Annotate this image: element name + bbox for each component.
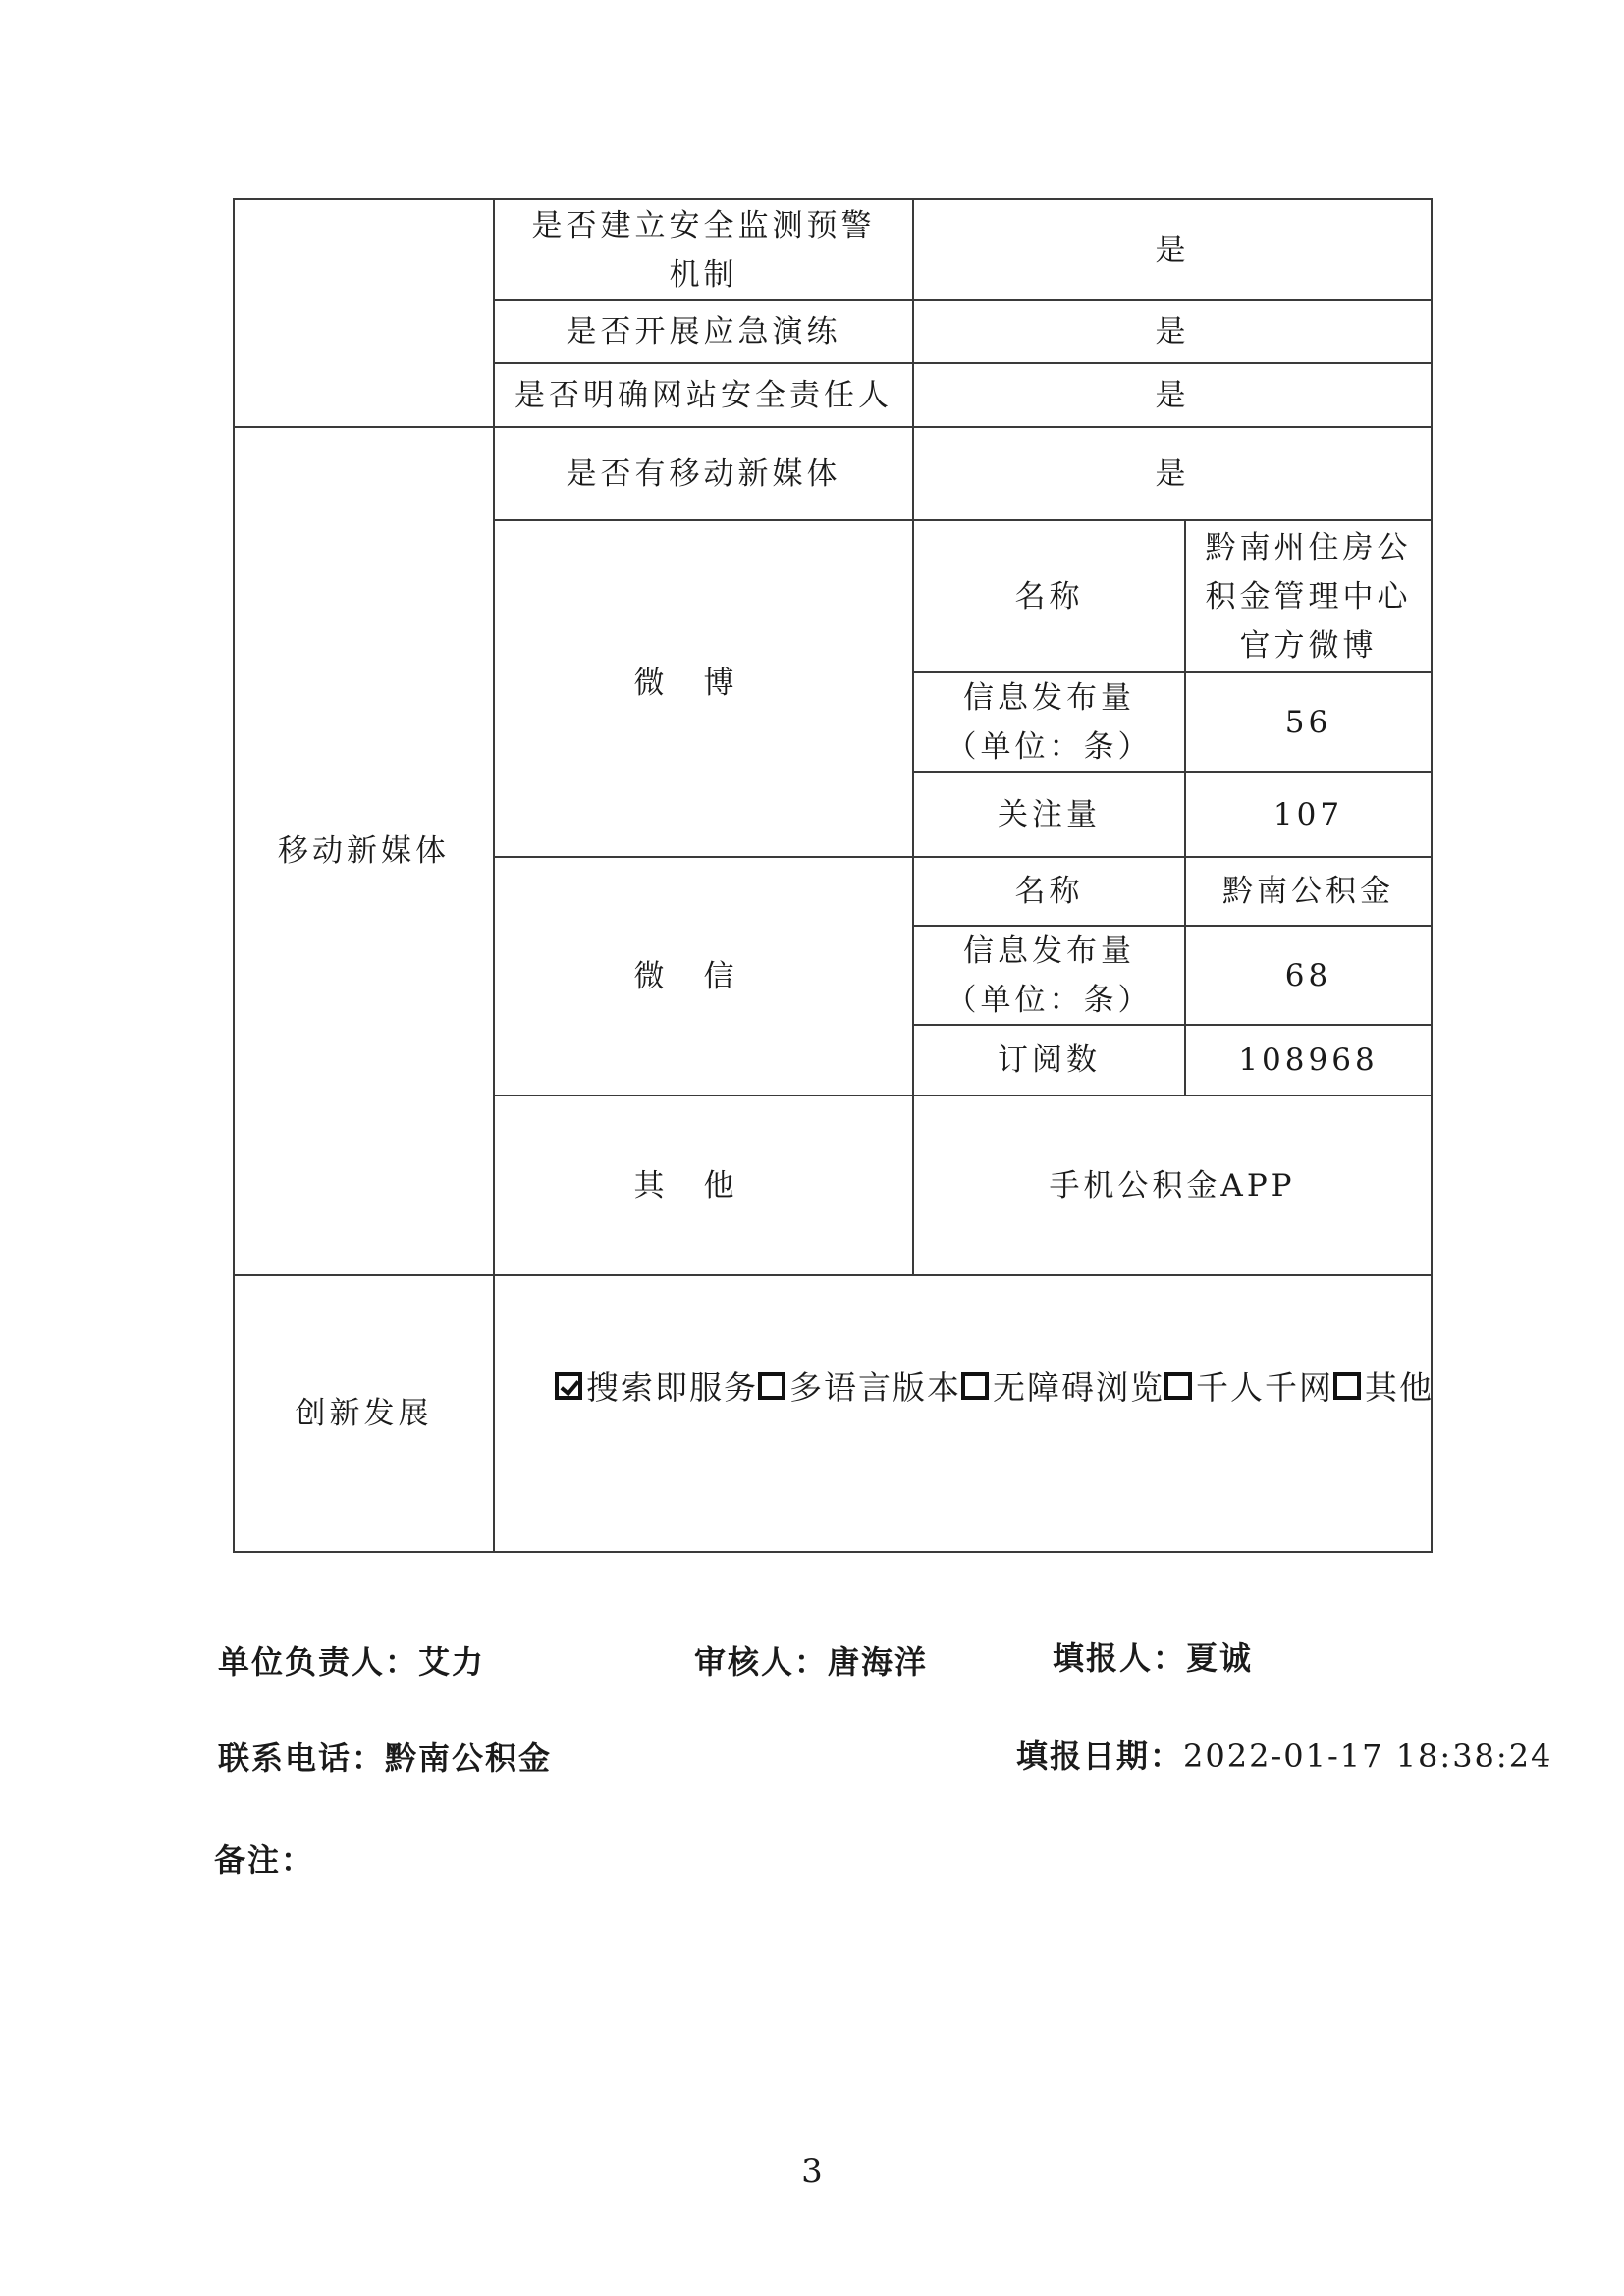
drill-value-cell <box>914 301 1431 362</box>
weibo-posts-label-line1: 信息发布量 <box>963 679 1135 716</box>
reviewer-label: 审核人： <box>694 1643 829 1681</box>
other-value-cell <box>914 1096 1431 1274</box>
unit-head-value: 艾力 <box>418 1643 486 1681</box>
drill-label: 是否开展应急演练 <box>566 314 841 349</box>
weibo-name-line1: 黔南州住房公 <box>1205 529 1412 565</box>
filler <box>1053 1633 1253 1679</box>
responsible-value-cell <box>914 364 1431 426</box>
option-search-service: 搜索即服务 <box>586 1368 758 1407</box>
mobile-media-label: 移动新媒体 <box>278 833 450 869</box>
option-personalized: 千人千网 <box>1196 1368 1333 1407</box>
page-number: 3 <box>801 2152 823 2191</box>
wechat-name-value: 黔南公积金 <box>1222 874 1394 909</box>
weibo-name-value-cell <box>1186 521 1431 671</box>
has-mobile-value: 是 <box>1155 455 1190 492</box>
weibo-name-line3: 官方微博 <box>1239 627 1378 664</box>
has-mobile-label: 是否有移动新媒体 <box>566 455 841 492</box>
wechat-label-cell <box>495 858 912 1095</box>
weibo-name-label: 名称 <box>1014 578 1084 614</box>
weibo-posts-value-cell <box>1186 673 1431 771</box>
responsible-label: 是否明确网站安全责任人 <box>514 377 893 413</box>
weibo-followers-value: 107 <box>1272 796 1344 832</box>
checkbox-icon[interactable] <box>1333 1372 1361 1400</box>
monitoring-value: 是 <box>1155 232 1190 268</box>
phone-value: 黔南公积金 <box>385 1739 553 1777</box>
weibo-posts-label-cell <box>914 673 1184 771</box>
option-multilingual: 多语言版本 <box>789 1368 961 1407</box>
weibo-followers-label: 关注量 <box>998 796 1101 832</box>
has-mobile-value-cell <box>914 428 1431 519</box>
wechat-posts-label-line1: 信息发布量 <box>963 933 1135 969</box>
phone-label: 联系电话： <box>218 1739 386 1777</box>
remarks-label: 备注： <box>214 1842 315 1879</box>
wechat-subscribers-label: 订阅数 <box>998 1042 1101 1078</box>
checkbox-icon[interactable] <box>758 1372 785 1400</box>
weibo-posts-label-line2: （单位：条） <box>946 728 1153 765</box>
monitoring-value-cell <box>914 200 1431 299</box>
option-other: 其他 <box>1365 1368 1434 1407</box>
other-value: 手机公积金APP <box>1049 1167 1296 1203</box>
date-value: 2022-01-17 18:38:24 <box>1183 1737 1553 1775</box>
filler-label: 填报人： <box>1053 1639 1187 1677</box>
filler-value: 夏诚 <box>1186 1639 1254 1677</box>
fill-date <box>1016 1732 1552 1777</box>
weibo-posts-value: 56 <box>1284 704 1332 740</box>
monitoring-label-cell <box>495 200 912 299</box>
innovation-label: 创新发展 <box>295 1396 433 1431</box>
wechat-subscribers-label-cell <box>914 1026 1184 1095</box>
weibo-label: 微博 <box>633 666 774 701</box>
mobile-media-section-label <box>235 428 493 1274</box>
monitoring-label-line1: 是否建立安全监测预警 <box>531 207 876 243</box>
checkbox-icon[interactable] <box>1164 1372 1192 1400</box>
weibo-label-cell <box>495 521 912 856</box>
wechat-name-value-cell <box>1186 858 1431 925</box>
wechat-label: 微信 <box>633 958 774 994</box>
option-accessibility: 无障碍浏览 <box>993 1368 1164 1407</box>
unit-head <box>218 1637 485 1682</box>
table-line <box>1431 198 1433 1553</box>
wechat-name-label-cell <box>914 858 1184 925</box>
remarks <box>214 1836 314 1881</box>
responsible-value: 是 <box>1155 377 1190 413</box>
date-label: 填报日期： <box>1016 1737 1184 1775</box>
wechat-posts-value: 68 <box>1284 957 1332 993</box>
reviewer <box>694 1637 928 1682</box>
weibo-name-line2: 积金管理中心 <box>1205 578 1412 614</box>
innovation-options <box>555 1362 1434 1409</box>
drill-label-cell <box>495 301 912 362</box>
checkbox-icon[interactable] <box>961 1372 989 1400</box>
innovation-section-label <box>235 1276 493 1551</box>
wechat-subscribers-value-cell <box>1186 1026 1431 1095</box>
weibo-name-label-cell <box>914 521 1184 671</box>
monitoring-label-line2: 机制 <box>669 256 738 293</box>
other-label-cell <box>495 1096 912 1274</box>
wechat-posts-label-line2: （单位：条） <box>946 982 1153 1018</box>
checkbox-checked-icon[interactable] <box>555 1372 582 1400</box>
weibo-followers-label-cell <box>914 773 1184 856</box>
responsible-label-cell <box>495 364 912 426</box>
contact-phone <box>218 1734 552 1779</box>
other-label: 其他 <box>633 1167 774 1203</box>
weibo-followers-value-cell <box>1186 773 1431 856</box>
unit-head-label: 单位负责人： <box>218 1643 419 1681</box>
wechat-subscribers-value: 108968 <box>1238 1042 1379 1078</box>
wechat-posts-value-cell <box>1186 927 1431 1024</box>
table-line <box>234 1551 1433 1553</box>
has-mobile-label-cell <box>495 428 912 519</box>
wechat-posts-label-cell <box>914 927 1184 1024</box>
drill-value: 是 <box>1155 314 1190 349</box>
wechat-name-label: 名称 <box>1014 874 1084 909</box>
reviewer-value: 唐海洋 <box>828 1643 929 1681</box>
